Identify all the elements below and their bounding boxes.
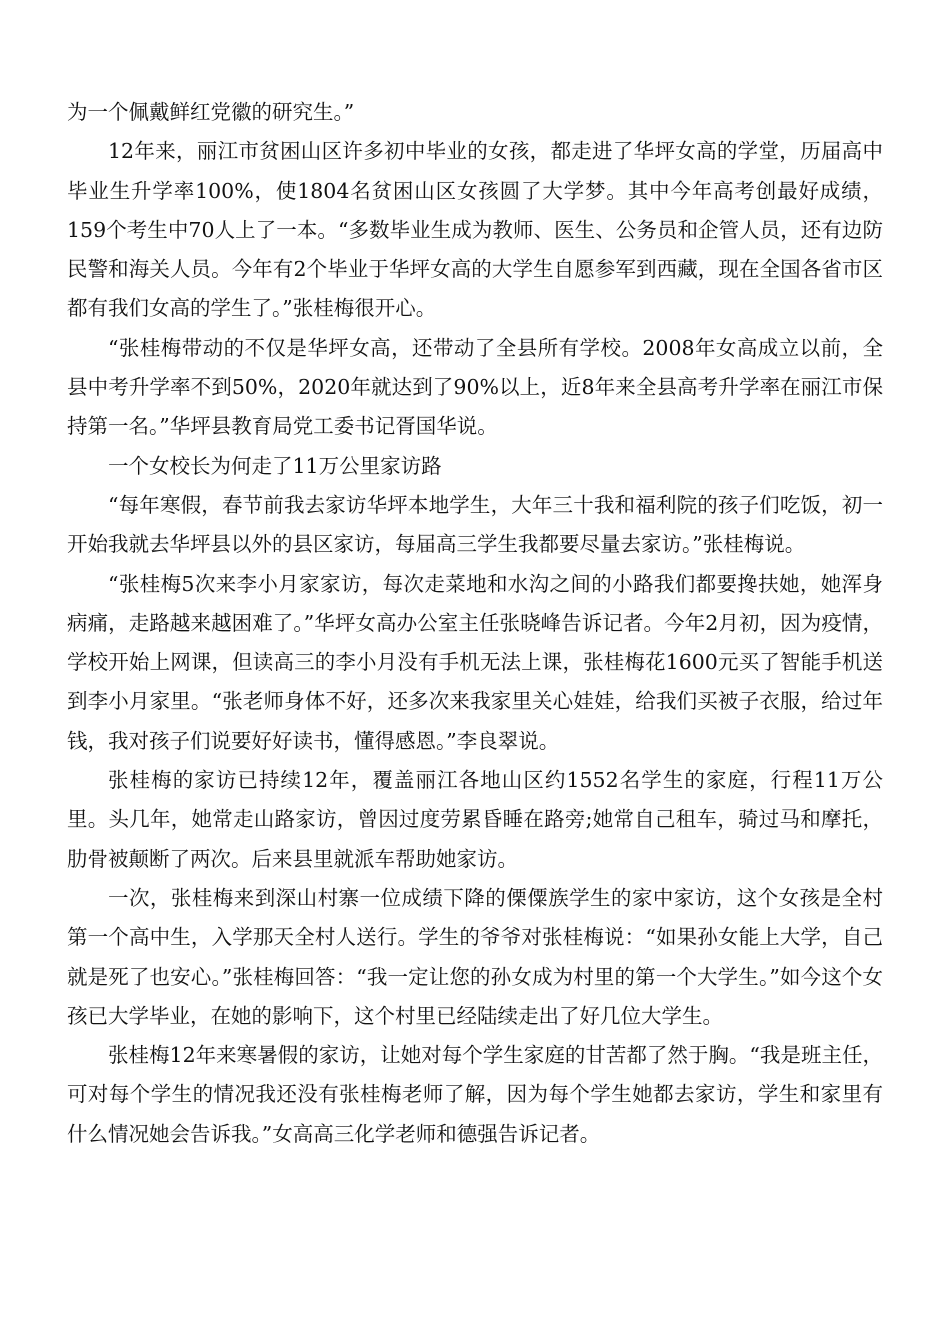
paragraph-teacher-quote: 张桂梅12年来寒暑假的家访，让她对每个学生家庭的甘苦都了然于胸。“我是班主任，可对每个学生的情况我还没有张桂梅老师了解，因为每个学生她都去家访，学生和家里有什么情况她会告诉我。”女高高三化学老师和德强告诉记者。 bbox=[67, 1043, 883, 1146]
paragraph-lisu-student: 一次，张桂梅来到深山村寨一位成绩下降的傈僳族学生的家中家访，这个女孩是全村第一个高中生，入学那天全村人送行。学生的爷爷对张桂梅说：“如果孙女能上大学，自己就是死了也安心。”张桂梅回答：“我一定让您的孙女成为村里的第一个大学生。”如今这个女孩已大学毕业，在她的影响下，这个村里已经陆续走出了好几位大学生。 bbox=[67, 885, 883, 1028]
article-body bbox=[67, 93, 883, 1154]
paragraph-winter-visits: “每年寒假，春节前我去家访华坪本地学生，大年三十我和福利院的孩子们吃饭，初一开始我就去华坪县以外的县区家访，每届高三学生我都要尽量去家访。”张桂梅说。 bbox=[67, 492, 883, 557]
paragraph-visit-distance: 张桂梅的家访已持续12年，覆盖丽江各地山区约1552名学生的家庭，行程11万公里。头几年，她常走山路家访，曾因过度劳累昏睡在路旁;她常自己租车，骑过马和摩托，肋骨被颠断了两次。后来县里就派车帮助她家访。 bbox=[67, 768, 883, 871]
paragraph-graduation-stats: 12年来，丽江市贫困山区许多初中毕业的女孩，都走进了华坪女高的学堂，历届高中毕业生升学率100%，使1804名贫困山区女孩圆了大学梦。其中今年高考创最好成绩，159个考生中70人上了一本。“多数毕业生成为教师、医生、公务员和企管人员，还有边防民警和海关人员。今年有2个毕业于华坪女高的大学生自愿参军到西藏，现在全国各省市区都有我们女高的学生了。”张桂梅很开心。 bbox=[67, 139, 883, 321]
section-heading-home-visits: 一个女校长为何走了11万公里家访路 bbox=[108, 453, 442, 478]
paragraph-li-xiaoyue: “张桂梅5次来李小月家家访，每次走菜地和水沟之间的小路我们都要搀扶她，她浑身病痛，走路越来越困难了。”华坪女高办公室主任张晓峰告诉记者。今年2月初，因为疫情，学校开始上网课，但读高三的李小月没有手机无法上课，张桂梅花1600元买了智能手机送到李小月家里。“张老师身体不好，还多次来我家里关心娃娃，给我们买被子衣服，给过年钱，我对孩子们说要好好读书，懂得感恩。”李良翠说。 bbox=[67, 571, 883, 753]
paragraph-county-influence: “张桂梅带动的不仅是华坪女高，还带动了全县所有学校。2008年女高成立以前，全县中考升学率不到50%，2020年就达到了90%以上，近8年来全县高考升学率在丽江市保持第一名。”华坪县教育局党工委书记胥国华说。 bbox=[67, 335, 883, 439]
paragraph-continuation: 为一个佩戴鲜红党徽的研究生。” bbox=[67, 100, 355, 124]
